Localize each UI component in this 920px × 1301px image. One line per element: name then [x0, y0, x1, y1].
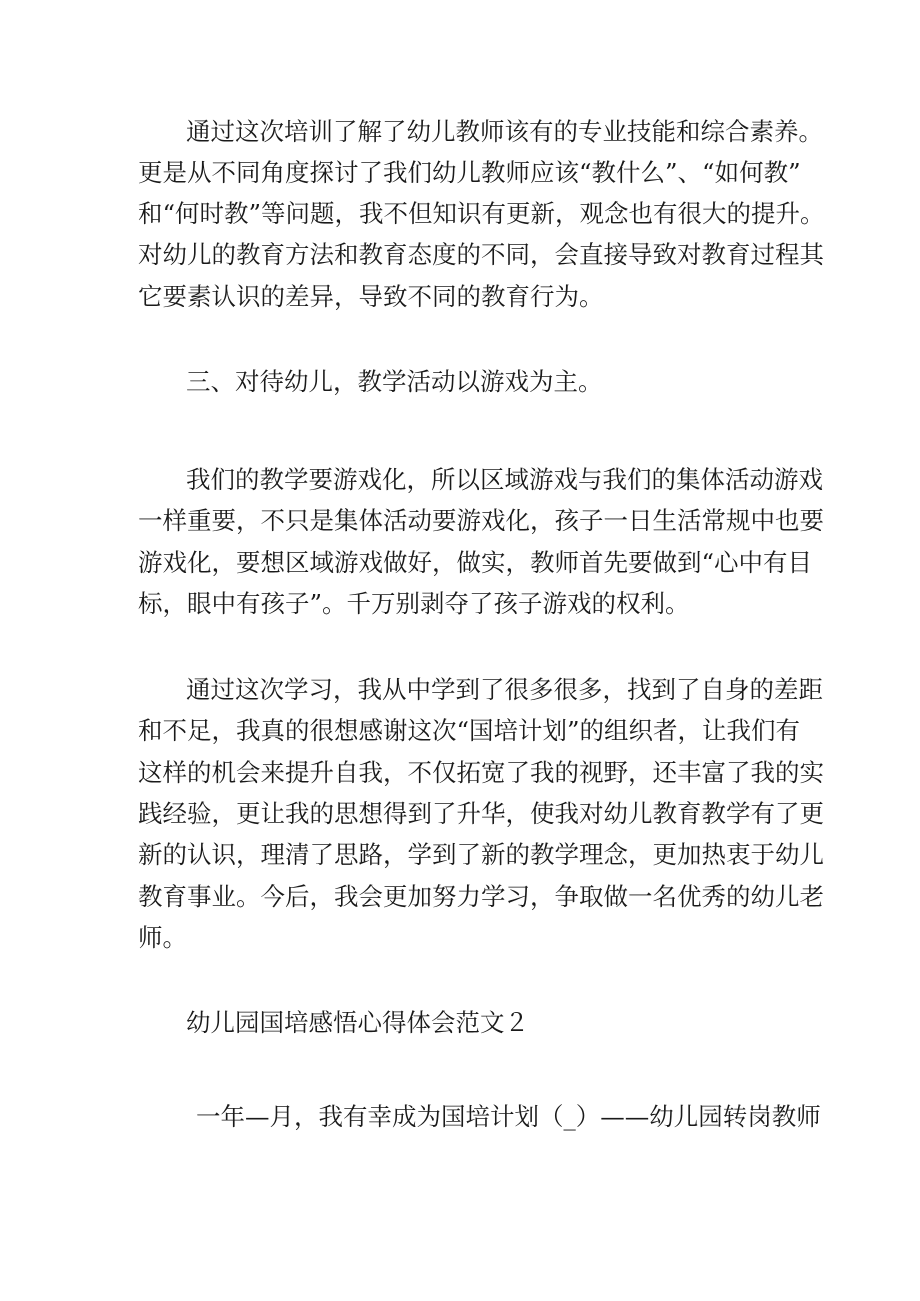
- paragraph-4-line-1: 一年—月，我有幸成为国培计划（_）——幼儿园转岗教师: [196, 1102, 821, 1131]
- paragraph-1-line-4: 对幼儿的教育方法和教育态度的不同，会直接导致对教育过程其: [138, 240, 824, 269]
- paragraph-1-line-1: 通过这次培训了解了幼儿教师该有的专业技能和综合素养。: [186, 117, 823, 146]
- paragraph-1-line-3: 和“何时教”等问题，我不但知识有更新，观念也有很大的提升。: [138, 199, 825, 228]
- paragraph-2-line-4: 标，眼中有孩子”。千万别剥夺了孩子游戏的权利。: [138, 589, 690, 618]
- paragraph-2-line-3: 游戏化，要想区域游戏做好，做实，教师首先要做到“心中有目: [138, 548, 813, 577]
- paragraph-3-line-4: 践经验，更让我的思想得到了升华，使我对幼儿教育教学有了更: [138, 799, 824, 828]
- paragraph-3-line-1: 通过这次学习，我从中学到了很多很多，找到了自身的差距: [186, 675, 823, 704]
- paragraph-1-line-2: 更是从不同角度探讨了我们幼儿教师应该“教什么”、“如何教”: [138, 158, 801, 187]
- section-title: 幼儿园国培感悟心得体会范文２: [186, 1008, 529, 1037]
- paragraph-3-line-5: 新的认识，理清了思路，学到了新的教学理念，更加热衷于幼儿: [138, 840, 824, 869]
- paragraph-1-line-5: 它要素认识的差异，导致不同的教育行为。: [138, 282, 604, 311]
- paragraph-3-line-7: 师。: [138, 923, 187, 952]
- paragraph-3-line-2: 和不足，我真的很想感谢这次“国培计划”的组织者，让我们有: [138, 716, 801, 745]
- paragraph-2-line-2: 一样重要，不只是集体活动要游戏化，孩子一日生活常规中也要: [138, 506, 824, 535]
- paragraph-3-line-3: 这样的机会来提升自我，不仅拓宽了我的视野，还丰富了我的实: [138, 758, 824, 787]
- paragraph-3-line-6: 教育事业。今后，我会更加努力学习，争取做一名优秀的幼儿老: [138, 882, 824, 911]
- paragraph-2-line-1: 我们的教学要游戏化，所以区域游戏与我们的集体活动游戏: [186, 465, 823, 494]
- section-heading-3: 三、对待幼儿，教学活动以游戏为主。: [186, 367, 603, 396]
